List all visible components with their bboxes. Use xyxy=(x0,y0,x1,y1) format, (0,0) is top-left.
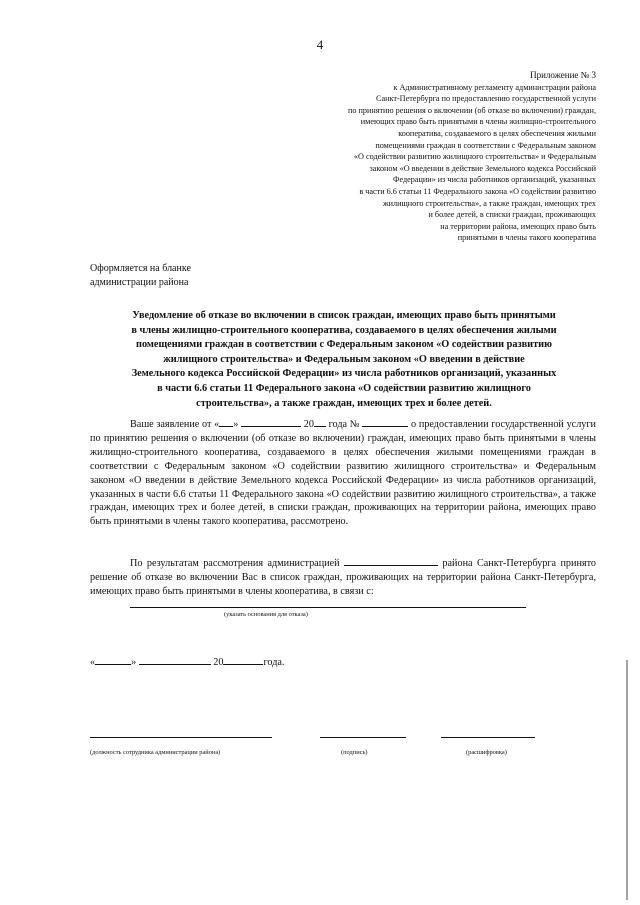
reason-line[interactable] xyxy=(130,607,526,608)
appendix-line: жилищного строительства», а также граждан, имеющих трех xyxy=(382,198,596,208)
para1-body: о предоставлении государственной услуги по принятию решения о включении (об отказе во включении) граждан, имеющих право быть принятыми в члены жилищно-строительного кооператива, создаваемого в целях обеспечения жилыми помещениями граждан в соответствии с Федеральным законом «О содействии развитию жилищного строительства» и Федеральным законом «О введении в действие Земельного кодекса Российской Федерации» из числа работников организаций, указанных в части 6.6 статьи 11 Федерального закона «О содействии развитию жилищного строительства», а также граждан, имеющих трех и более детей, в списки граждан, проживающих на территории района, имеющих право быть принятыми в члены такого кооператива, рассмотрено. xyxy=(90,419,596,528)
appendix-title: Приложение № 3 xyxy=(530,70,596,80)
reason-caption: (указать основания для отказа) xyxy=(224,611,308,618)
decoding-caption: (расшифровка) xyxy=(466,749,507,756)
appendix-line: кооператива, создаваемого в целях обеспечения жилыми xyxy=(398,128,596,138)
appendix-line: по принятию решения о включении (об отказе во включении) граждан, xyxy=(347,105,596,115)
title-line: в члены жилищно-строительного кооператива, создаваемого в целях обеспечения жилыми xyxy=(131,324,557,336)
appendix-line: к Административному регламенту администрации района xyxy=(393,82,596,92)
para1-year-word: года № xyxy=(328,419,360,430)
appendix-line: Санкт-Петербурга по предоставлению государственной услуги xyxy=(376,94,596,104)
appendix-line: в части 6.6 статьи 11 Федерального закона «О содействии развитию xyxy=(359,186,596,196)
appendix-line: имеющих право быть принятыми в члены жилищно-строительного xyxy=(360,117,596,127)
title-line: Уведомление об отказе во включении в список граждан, имеющих право быть принятыми xyxy=(132,310,556,321)
position-line[interactable] xyxy=(90,737,272,738)
year-blank[interactable] xyxy=(314,416,326,427)
date-year-word: года. xyxy=(263,657,285,668)
date-line xyxy=(90,654,284,668)
para1-start: Ваше заявление от « xyxy=(130,419,220,430)
title-line: жилищного строительства» и Федеральным законом «О введении в действие xyxy=(163,353,525,365)
title-line: строительства», а также граждан, имеющих трех и более детей. xyxy=(196,397,492,409)
appendix-line: на территории района, имеющих право быть xyxy=(440,221,596,231)
month-blank[interactable] xyxy=(241,416,301,427)
administration-blank[interactable] xyxy=(344,555,438,566)
letterhead-note-line: Оформляется на бланке xyxy=(90,263,191,274)
title-line: Земельного кодекса Российской Федерации» из числа работников организаций, указанных xyxy=(131,368,557,380)
application-paragraph xyxy=(90,416,596,529)
scan-edge-shadow xyxy=(626,660,628,900)
appendix-line: помещениями граждан в соответствии с Федеральным законом xyxy=(375,140,596,150)
appendix-line: Федерации» из числа работников организаций, указанных xyxy=(392,175,596,185)
appendix-line: принятыми в члены такого кооператива xyxy=(457,233,596,243)
para2-rest: района Санкт-Петербурга принято решение об отказе во включении Вас в список граждан, проживающих на территории района Санкт-Петербурга, имеющих право быть принятыми в члены кооператива, в связи с: xyxy=(90,558,596,597)
day-blank[interactable] xyxy=(219,416,233,427)
page-number: 4 xyxy=(316,37,324,52)
date-quote-open: « xyxy=(90,657,96,668)
appendix-line: и более детей, в списки граждан, проживающих xyxy=(428,210,596,220)
decision-paragraph xyxy=(90,555,596,599)
signature-caption: (подпись) xyxy=(341,749,368,756)
appendix-line: законом «О введении в действие Земельного кодекса Российской xyxy=(369,163,596,173)
signature-line[interactable] xyxy=(320,737,406,738)
title-line: помещениями граждан в соответствии с Федеральным законом «О содействии развитию xyxy=(136,339,552,351)
para2-start: По результатам рассмотрения администрацией xyxy=(130,558,340,569)
notice-title xyxy=(88,309,600,411)
date-year-blank[interactable] xyxy=(223,654,263,665)
date-day-blank[interactable] xyxy=(95,654,131,665)
title-line: в части 6.6 статьи 11 Федерального закона «О содействии развитию жилищного xyxy=(157,382,531,394)
appendix-line: «О содействии развитию жилищного строительства» и Федеральным xyxy=(353,152,596,162)
date-year-prefix: 20 xyxy=(213,657,224,668)
decoding-line[interactable] xyxy=(441,737,535,738)
date-month-blank[interactable] xyxy=(139,654,211,665)
application-number-blank[interactable] xyxy=(362,416,408,427)
position-caption: (должность сотрудника администрации района) xyxy=(90,749,221,756)
para1-year-prefix: 20 xyxy=(303,419,314,430)
appendix-header xyxy=(276,70,596,244)
letterhead-note-line: администрации района xyxy=(90,277,189,288)
letterhead-note xyxy=(90,262,191,290)
date-quote-close: » xyxy=(131,657,137,668)
para1-quote-close: » xyxy=(233,419,239,430)
